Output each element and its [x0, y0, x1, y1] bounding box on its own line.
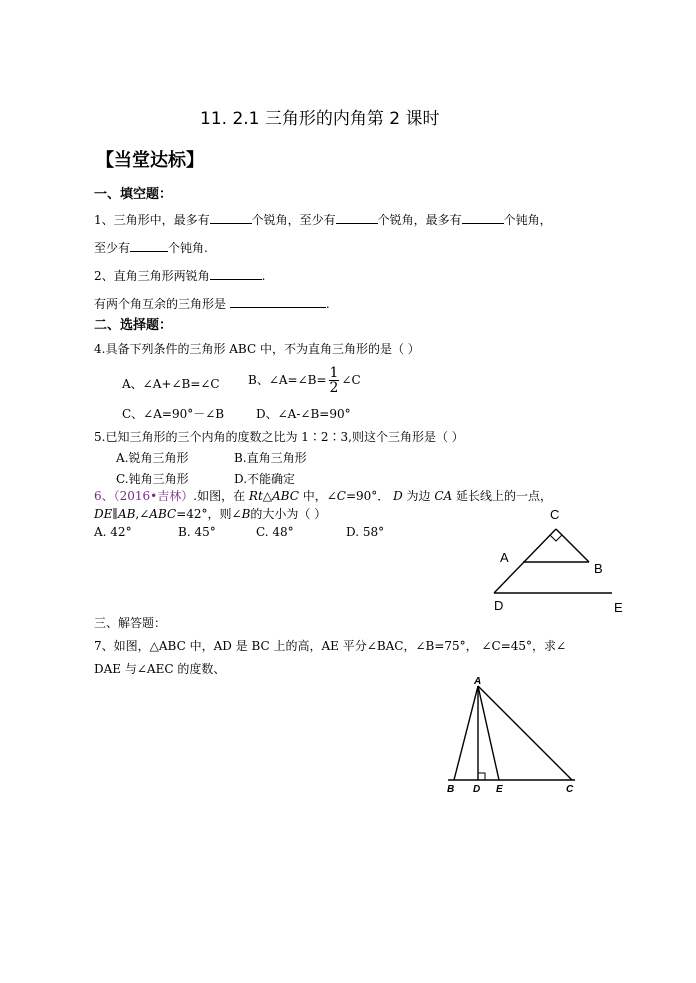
q6-text: CA: [434, 489, 453, 503]
q1-blank-3[interactable]: [462, 211, 504, 224]
q2-blank[interactable]: [210, 267, 262, 280]
q6-text: =42°，则∠: [176, 507, 242, 521]
q1-text-e: 至少有: [94, 241, 131, 255]
right-angle-mark: [550, 535, 562, 541]
q7-figure: [440, 672, 590, 798]
q3-text-b: .: [325, 297, 330, 311]
q1-blank-4[interactable]: [130, 239, 168, 252]
q4-option-b-tail: ∠C: [341, 373, 361, 387]
label-e: E: [496, 784, 503, 795]
fraction-numerator: 1: [329, 365, 339, 381]
q2-text-a: 2、直角三角形两锐角: [94, 269, 210, 283]
question-6-line1: [94, 487, 552, 504]
q5-option-a: A.锐角三角形: [116, 451, 189, 465]
question-7-line2: DAE 与∠AEC 的度数、: [94, 662, 226, 676]
q6-text: D: [393, 489, 403, 503]
q3-blank[interactable]: [230, 295, 326, 308]
q4-option-d: D、∠A-∠B=90°: [256, 407, 351, 421]
part2-heading: 二、选择题：: [94, 318, 173, 333]
q6-text: B: [241, 507, 251, 521]
label-a: A: [500, 550, 509, 565]
q1-text-f: 个钝角.: [168, 241, 208, 255]
q4-option-b-text: B、∠A=∠B=: [248, 373, 327, 387]
line-ac: [478, 686, 572, 780]
q1-text-c: 个锐角，最多有: [377, 213, 462, 227]
label-b: B: [447, 784, 455, 795]
q6-text: DE: [94, 507, 113, 521]
question-7-line1: 7、如图，△ABC 中，AD 是 BC 上的高，AE 平分∠BAC，∠B=75°， ∠C=45°，求∠: [94, 639, 567, 653]
q5-option-d: D.不能确定: [234, 472, 296, 486]
q6-text: 的大小为（ ）: [250, 507, 327, 521]
question-5-stem: 5.已知三角形的三个内角的度数之比为 1∶2∶3,则这个三角形是（ ）: [94, 430, 464, 444]
label-d: D: [494, 598, 504, 613]
q3-text-a: 有两个角互余的三角形是: [94, 297, 227, 311]
question-3: [94, 295, 330, 312]
q1-text-b: 个锐角，至少有: [251, 213, 336, 227]
section-heading: 【当堂达标】: [96, 150, 204, 171]
q6-source: 6、（2016•吉林）: [94, 489, 194, 503]
q6-text: ,∠: [135, 507, 150, 521]
q6-text: ∥: [112, 507, 118, 521]
question-6-line2: [94, 505, 326, 522]
label-b: B: [594, 561, 603, 576]
q4-option-b: [248, 366, 361, 395]
q6-text: AB: [117, 507, 136, 521]
label-e: E: [614, 600, 623, 615]
q6-option-a: A. 42°: [94, 525, 132, 539]
question-2: [94, 267, 265, 284]
q6-option-c: C. 48°: [256, 525, 294, 539]
line-cb: [556, 529, 589, 562]
q6-text: ABC: [149, 507, 177, 521]
q6-text: 中，∠: [298, 489, 337, 503]
part1-heading: 一、填空题：: [94, 187, 173, 202]
q6-text: .如图，在: [193, 489, 249, 503]
line-ab: [454, 686, 478, 780]
question-4-stem: 4.具备下列条件的三角形 ABC 中，不为直角三角形的是（ ）: [94, 342, 420, 356]
right-angle-mark: [478, 773, 485, 780]
q6-option-b: B. 45°: [178, 525, 216, 539]
label-a: A: [474, 676, 482, 687]
q1-text-a: 1、三角形中，最多有: [94, 213, 210, 227]
q6-figure: [490, 500, 630, 620]
q6-text: C: [336, 489, 346, 503]
one-half-fraction: [329, 366, 340, 395]
q1-blank-2[interactable]: [336, 211, 378, 224]
q5-option-c: C.钝角三角形: [116, 472, 189, 486]
q6-text: =90°．: [345, 489, 394, 503]
line-ae-bisector: [478, 686, 499, 780]
q1-text-d: 个钝角，: [503, 213, 552, 227]
q6-text: 延长线上的一点，: [452, 489, 553, 503]
label-c: C: [566, 784, 574, 795]
q6-text: 为边: [402, 489, 435, 503]
question-1-line1: [94, 211, 552, 228]
q6-option-d: D. 58°: [346, 525, 385, 539]
q5-option-b: B.直角三角形: [234, 451, 307, 465]
q4-option-c: C、∠A=90°－∠B: [122, 407, 225, 421]
q4-option-a: A、∠A+∠B=∠C: [122, 377, 220, 391]
label-c: C: [550, 507, 560, 522]
fraction-denominator: 2: [329, 380, 339, 396]
q6-text: Rt△ABC: [248, 489, 299, 503]
q1-blank-1[interactable]: [210, 211, 252, 224]
q2-text-b: .: [261, 269, 266, 283]
part3-heading: 三、解答题：: [94, 616, 167, 630]
page-title: 11. 2.1 三角形的内角第 2 课时: [200, 109, 440, 129]
label-d: D: [473, 784, 481, 795]
question-1-line2: [94, 239, 208, 256]
